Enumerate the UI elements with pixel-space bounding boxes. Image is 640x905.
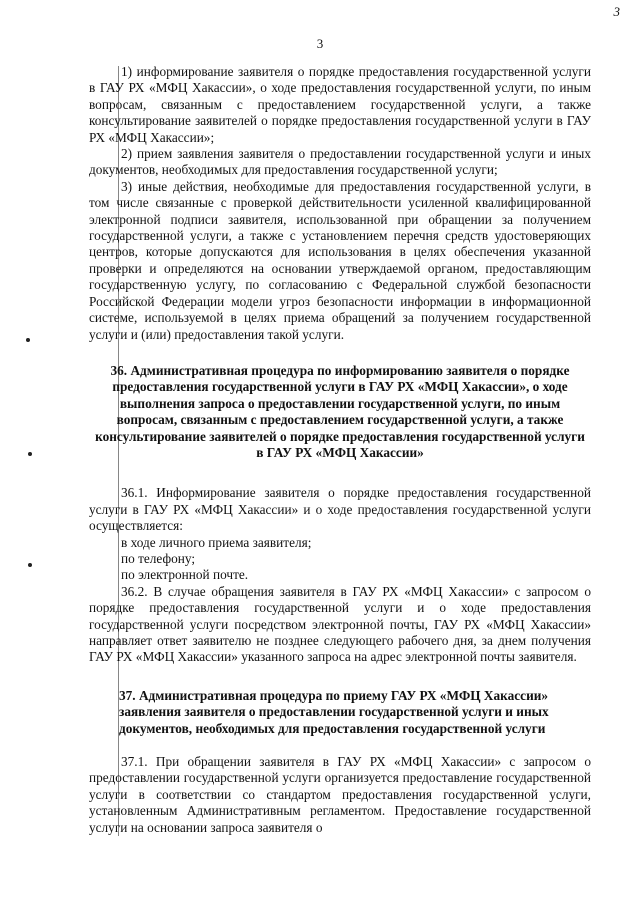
paragraph-item-3: 3) иные действия, необходимые для предоставления государственной услуги, в том числе связанные с проверкой действительности усиленной квалифицированной электронной подписи заявителя, использованной при обращении за получением государственной услуги, а также с установлением перечня средств удостоверяющих центров, которые допускаются для использования в целях обеспечения указанной проверки и определяются на основании утверждаемой органом, предоставляющим государственную услугу, по согласованию с Федеральной службой безопасности Российской Федерации модели угроз безопасности информации в информационной системе, используемой в целях приема обращений за получением государственной услуги и (или) предоставления такой услуги. — [89, 178, 591, 342]
section-37-1-text: 37.1. При обращении заявителя в ГАУ РХ «МФЦ Хакассии» с запросом о предоставлении государственной услуги организуется предоставление государственной услуги в соответствии со стандартом предоставления государственной услуги, установленным Административным регламентом. Предоставление государственной услуги на основании запроса заявителя о — [89, 754, 591, 835]
section-36-2-text: 36.2. В случае обращения заявителя в ГАУ РХ «МФЦ Хакассии» с запросом о порядке предоставления государственной услуги и о ходе предоставления государственной услуги посредством электронной почты, ГАУ РХ «МФЦ Хакассии» направляет ответ заявителю не позднее следующего рабочего дня, за днем получения ГАУ РХ «МФЦ Хакассии» указанного запроса на адрес электронной почты заявителя. — [89, 583, 591, 665]
section-37-heading: 37. Административная процедура по приему ГАУ РХ «МФЦ Хакассии» заявления заявителя о предоставлении государственной услуги и иных документов, необходимых для предоставления государственной услуги — [119, 687, 549, 736]
document-body — [89, 64, 591, 836]
binder-hole-mark — [26, 338, 30, 342]
section-36-1-text: 36.1. Информирование заявителя о порядке предоставления государственной услуги в ГАУ РХ «МФЦ Хакассии» и о ходе предоставления государственной услуги осуществляется: — [89, 485, 591, 534]
paragraph-item-2: 2) прием заявления заявителя о предоставлении государственной услуги и иных документов, необходимых для предоставления государственной услуги; — [89, 146, 591, 178]
contact-way-item: по электронной почте. — [121, 567, 249, 583]
page-number: 3 — [316, 36, 324, 51]
binder-hole-mark — [28, 563, 32, 567]
corner-mark: 3 — [613, 4, 620, 19]
section-36-heading: 36. Административная процедура по информированию заявителя о порядке предоставления государственной услуги в ГАУ РХ «МФЦ Хакассии», о ходе выполнения запроса о предоставлении государственной услуги, по иным вопросам, связанным с предоставлением государственной услуги, а также консультирование заявителей о порядке предоставления государственной услуги в ГАУ РХ «МФЦ Хакассии» — [95, 362, 585, 460]
paragraph-item-1: 1) информирование заявителя о порядке предоставления государственной услуги в ГАУ РХ «МФЦ Хакассии», о ходе предоставления государственной услуги, по иным вопросам, связанным с предоставлением государственной услуги, а также консультирование заявителей о порядке предоставления государственной услуги в ГАУ РХ «МФЦ Хакассии»; — [89, 64, 591, 145]
contact-way-item: в ходе личного приема заявителя; — [121, 534, 312, 550]
contact-way-item: по телефону; — [121, 550, 196, 566]
binder-hole-mark — [28, 452, 32, 456]
